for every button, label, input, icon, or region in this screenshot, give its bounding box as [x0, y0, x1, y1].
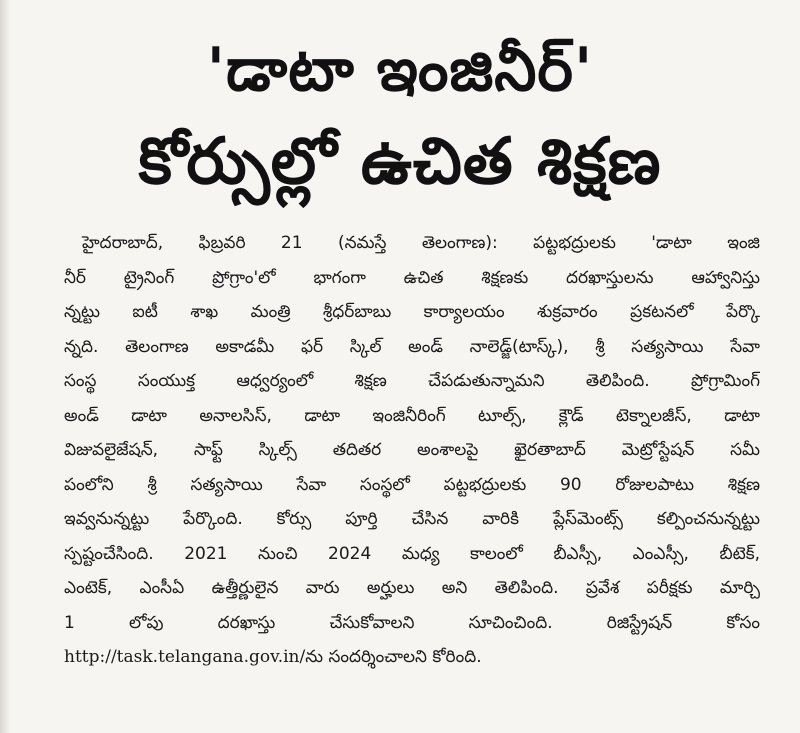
- article-closing-line: [64, 640, 760, 675]
- headline-line-1: 'డాటా ఇంజినీర్': [206, 35, 594, 105]
- article-line: హైదరాబాద్, ఫిబ్రవరి 21 (నమస్తే తెలంగాణ): పట్టభద్రులకు 'డాటా ఇంజి: [82, 233, 760, 253]
- article-line: అండ్ డాటా అనాలసిస్, డాటా ఇంజినీరింగ్ టూల్స్, క్లౌడ్ టెక్నాలజీస్, డాటా: [64, 405, 760, 426]
- article-line: ఇవ్వనున్నట్టు పేర్కొంది. కోర్సు పూర్తి చేసిన వారికి ప్లేస్‌మెంట్స్ కల్పించనున్నట్టు: [64, 509, 760, 529]
- article-body: [64, 226, 760, 675]
- article-line: 1 లోపు దరఖాస్తు చేసుకోవాలని సూచించింది. రిజిస్ట్రేషన్ కోసం: [64, 612, 760, 633]
- closing-text: ను సందర్శించాలని కోరింది.: [305, 647, 482, 667]
- article-line: సంస్థ సంయుక్త ఆధ్వర్యంలో శిక్షణ చేపడుతున్నామని తెలిపింది. ప్రోగ్రామింగ్: [64, 371, 760, 391]
- article-line: స్పష్టంచేసింది. 2021 నుంచి 2024 మధ్య కాలంలో బీఎస్సీ, ఎంఎస్సీ, బీటెక్,: [64, 543, 760, 564]
- page-edge-shadow: [0, 0, 10, 733]
- article-line: విజువలైజేషన్, సాఫ్ట్ స్కిల్స్ తదితర అంశాలపై ఖైరతాబాద్ మెట్రోస్టేషన్ సమీ: [64, 440, 760, 460]
- task-website-url: http://task.telangana.gov.in/: [64, 647, 306, 667]
- article-line: న్నది. తెలంగాణ అకాడమీ ఫర్ స్కిల్ అండ్ నాలెడ్జ్(టాస్క్), శ్రీ సత్యసాయి సేవా: [64, 336, 760, 357]
- article-line: పంలోని శ్రీ సత్యసాయి సేవా సంస్థలో పట్టభద్రులకు 90 రోజులపాటు శిక్షణ: [64, 474, 760, 495]
- article-line: న్నట్టు ఐటీ శాఖ మంత్రి శ్రీధర్‌బాబు కార్యాలయం శుక్రవారం ప్రకటనలో పేర్కొ: [64, 302, 760, 322]
- headline-line-2: కోర్సుల్లో ఉచిత శిక్షణ: [138, 125, 662, 199]
- article-line: ఎంటెక్, ఎంసీఏ ఉత్తీర్ణులైన వారు అర్హులు అని తెలిపింది. ప్రవేశ పరీక్షకు మార్చి: [64, 578, 760, 598]
- article-line: నీర్ ట్రైనింగ్ ప్రోగ్రాం'లో భాగంగా ఉచిత శిక్షణకు దరఖాస్తులను ఆహ్వానిస్తు: [64, 267, 760, 288]
